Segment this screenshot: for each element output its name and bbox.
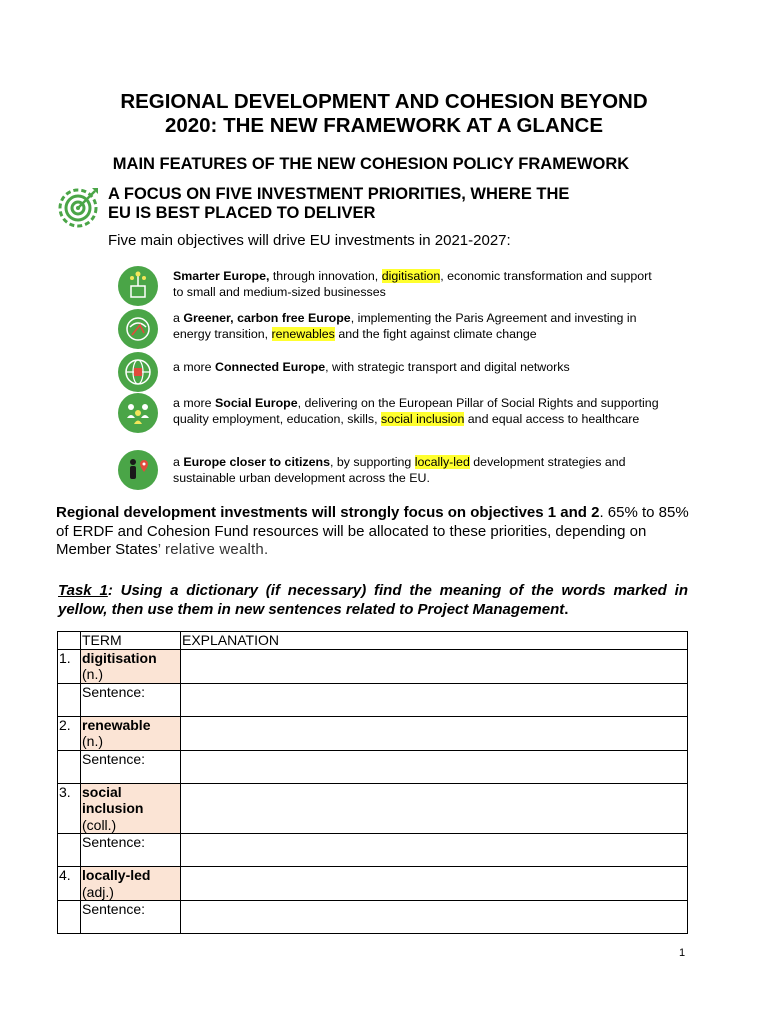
sentence-label: Sentence: <box>81 750 181 783</box>
document-title <box>0 90 768 138</box>
section-subtitle: MAIN FEATURES OF THE NEW COHESION POLICY FRAMEWORK <box>112 155 630 173</box>
green-globe-icon <box>118 309 158 349</box>
table-row <box>58 649 688 683</box>
row-number: 3. <box>58 783 81 834</box>
objective-4-text: a more Social Europe, delivering on the European Pillar of Social Rights and supporting quality employment, education, skills, social inclusion and equal access to healthcare <box>173 396 659 426</box>
table-cell <box>58 901 81 934</box>
sentence-field[interactable] <box>181 750 688 783</box>
investment-paragraph: Regional development investments will strongly focus on objectives 1 and 2. 65% to 85% of ERDF and Cohesion Fund resources will be allocated to these priorities, depending on Member States’ relative wealth. <box>56 504 689 558</box>
term-cell: social inclusion (coll.) <box>81 783 181 834</box>
vocabulary-table <box>57 631 688 934</box>
sentence-field[interactable] <box>181 683 688 716</box>
title-line-1: REGIONAL DEVELOPMENT AND COHESION BEYOND <box>120 90 648 113</box>
title-line-2: 2020: THE NEW FRAMEWORK AT A GLANCE <box>164 114 604 137</box>
header-explanation: EXPLANATION <box>181 632 688 650</box>
highlight-locally-led: locally-led <box>414 455 470 469</box>
term-cell: renewable (n.) <box>81 716 181 750</box>
task-instructions: Task 1: Using a dictionary (if necessary) find the meaning of the words marked in yellow, then use them in new sentences related to Project Management. <box>58 582 688 618</box>
highlight-social-inclusion: social inclusion <box>381 411 465 426</box>
citizen-location-icon <box>118 450 158 490</box>
sentence-field[interactable] <box>181 834 688 867</box>
explanation-field[interactable] <box>181 649 688 683</box>
focus-line-2: EU IS BEST PLACED TO DELIVER <box>108 204 376 222</box>
objective-5-text: a Europe closer to citizens, by supporting locally-led development strategies and sustainable urban development across the EU. <box>173 455 626 485</box>
focus-line-1: A FOCUS ON FIVE INVESTMENT PRIORITIES, WHERE THE <box>108 185 570 203</box>
explanation-field[interactable] <box>181 867 688 901</box>
task-label: Task 1 <box>58 582 108 599</box>
table-cell <box>58 750 81 783</box>
sentence-label: Sentence: <box>81 901 181 934</box>
term-cell: locally-led (adj.) <box>81 867 181 901</box>
sentence-field[interactable] <box>181 901 688 934</box>
people-group-icon <box>118 393 158 433</box>
objective-2-text: a Greener, carbon free Europe, implementing the Paris Agreement and investing in energy transition, renewables and the fight against climate change <box>173 311 637 341</box>
page-number: 1 <box>679 947 686 959</box>
table-cell <box>58 834 81 867</box>
row-number: 4. <box>58 867 81 901</box>
table-row <box>58 783 688 834</box>
highlight-digitisation: digitisation <box>381 269 441 283</box>
objective-3-text: a more Connected Europe, with strategic transport and digital networks <box>173 360 570 374</box>
table-row <box>58 683 688 716</box>
highlight-renewables: renewables <box>271 326 335 341</box>
target-icon <box>56 184 102 230</box>
table-cell <box>58 632 81 650</box>
table-row <box>58 834 688 867</box>
sentence-label: Sentence: <box>81 834 181 867</box>
objective-bold: Smarter Europe, <box>173 269 270 283</box>
row-number: 1. <box>58 649 81 683</box>
table-row <box>58 901 688 934</box>
objective-bold: Europe closer to citizens <box>183 455 331 469</box>
explanation-field[interactable] <box>181 716 688 750</box>
sentence-label: Sentence: <box>81 683 181 716</box>
term-cell: digitisation (n.) <box>81 649 181 683</box>
objective-bold: Greener, carbon free Europe <box>183 311 351 325</box>
focus-heading <box>108 185 668 223</box>
table-cell <box>58 683 81 716</box>
table-row <box>58 750 688 783</box>
intro-text: Five main objectives will drive EU investments in 2021-2027: <box>108 232 511 249</box>
row-number: 2. <box>58 716 81 750</box>
explanation-field[interactable] <box>181 783 688 834</box>
table-row <box>58 716 688 750</box>
table-row <box>58 867 688 901</box>
network-globe-icon <box>118 352 158 392</box>
plant-growth-icon <box>118 266 158 306</box>
objective-1-text: Smarter Europe, through innovation, digitisation, economic transformation and support to small and medium-sized businesses <box>173 269 652 299</box>
objective-bold: Social Europe <box>215 396 298 410</box>
table-header-row <box>58 632 688 650</box>
header-term: TERM <box>81 632 181 650</box>
objective-bold: Connected Europe <box>215 360 326 374</box>
